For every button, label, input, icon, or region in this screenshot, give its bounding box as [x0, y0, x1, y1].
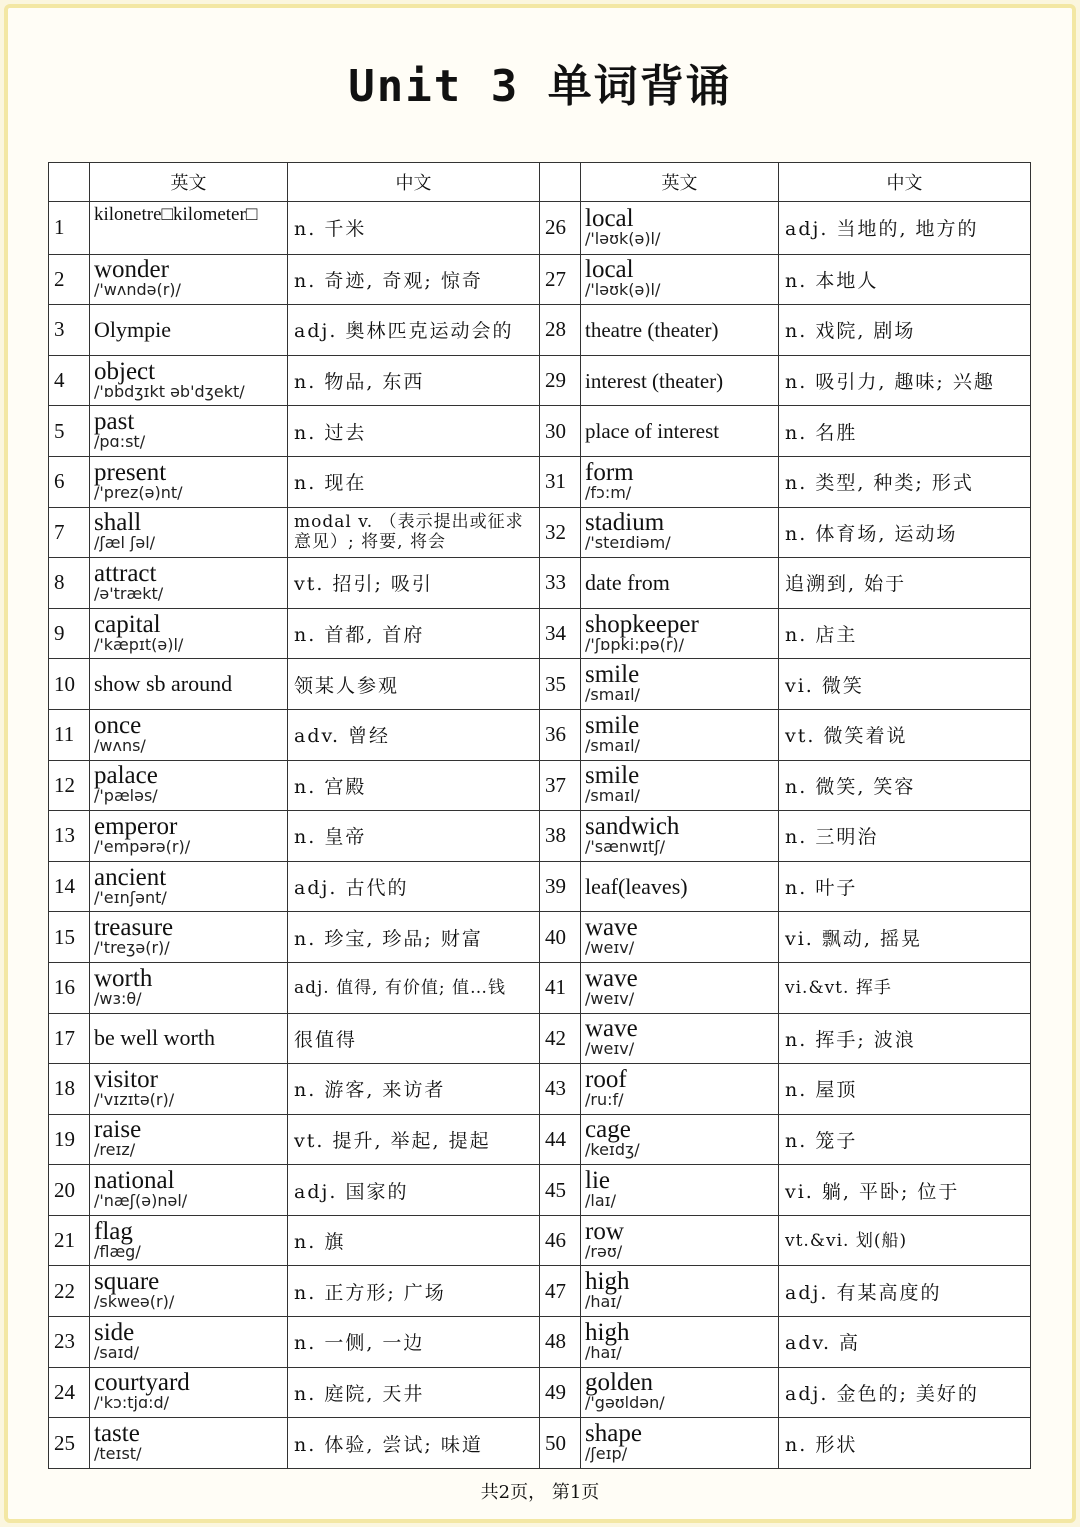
entry-number: 32	[540, 507, 581, 558]
phonetic: /smaɪl/	[585, 735, 640, 755]
phonetic: /smaɪl/	[585, 786, 640, 806]
phonetic: /'wʌndə(r)/	[94, 280, 181, 300]
entry-number: 24	[49, 1367, 90, 1418]
english-word: raise	[94, 1116, 142, 1144]
entry-chinese: n. 现在	[288, 456, 540, 507]
entry-english	[90, 1266, 288, 1317]
entry-english	[581, 406, 779, 457]
english-word: capital	[94, 610, 161, 638]
entry-number: 48	[540, 1317, 581, 1368]
phonetic: /'næʃ(ə)nəl/	[94, 1191, 188, 1211]
entry-english	[581, 608, 779, 659]
entry-number: 29	[540, 355, 581, 406]
entry-number: 43	[540, 1064, 581, 1115]
table-row	[49, 659, 1031, 710]
english-word: lie	[585, 1167, 610, 1195]
table-row	[49, 456, 1031, 507]
entry-english	[90, 202, 288, 255]
entry-chinese: n. 过去	[288, 406, 540, 457]
entry-chinese: vi. 飘动, 摇晃	[779, 912, 1031, 963]
entry-english	[581, 202, 779, 255]
table-row	[49, 608, 1031, 659]
entry-chinese: adj. 当地的, 地方的	[779, 202, 1031, 255]
entry-chinese: adj. 有某高度的	[779, 1266, 1031, 1317]
header-english-left: 英文	[90, 163, 288, 202]
table-row	[49, 1215, 1031, 1266]
entry-number: 26	[540, 202, 581, 255]
table-row	[49, 912, 1031, 963]
phonetic: /'gəʊldən/	[585, 1393, 665, 1413]
entry-chinese: n. 正方形; 广场	[288, 1266, 540, 1317]
phonetic: /ʃeɪp/	[585, 1444, 628, 1464]
entry-english	[90, 912, 288, 963]
entry-number: 35	[540, 659, 581, 710]
table-row	[49, 1165, 1031, 1216]
entry-english	[90, 355, 288, 406]
english-word: worth	[94, 964, 153, 992]
entry-number: 9	[49, 608, 90, 659]
table-row	[49, 202, 1031, 255]
entry-number: 15	[49, 912, 90, 963]
entry-chinese: 领某人参观	[288, 659, 540, 710]
entry-number: 39	[540, 861, 581, 912]
entry-chinese: vt. 招引; 吸引	[288, 558, 540, 609]
english-word: shopkeeper	[585, 610, 699, 638]
english-word: wave	[585, 1015, 638, 1043]
entry-chinese: n. 皇帝	[288, 811, 540, 862]
entry-english	[90, 1114, 288, 1165]
english-word: date from	[585, 569, 670, 595]
english-word: cage	[585, 1116, 631, 1144]
english-word: object	[94, 357, 156, 385]
english-word: smile	[585, 661, 640, 689]
entry-chinese: n. 戏院, 剧场	[779, 305, 1031, 356]
english-word: courtyard	[94, 1369, 190, 1397]
entry-english	[581, 507, 779, 558]
phonetic: /weɪv/	[585, 938, 635, 958]
table-row	[49, 1064, 1031, 1115]
phonetic: /skweə(r)/	[94, 1292, 175, 1312]
entry-number: 11	[49, 709, 90, 760]
phonetic: /smaɪl/	[585, 685, 640, 705]
entry-chinese: adj. 古代的	[288, 861, 540, 912]
entry-english	[581, 1165, 779, 1216]
entry-english	[90, 962, 288, 1013]
entry-chinese: vi. 微笑	[779, 659, 1031, 710]
phonetic: /'empərə(r)/	[94, 836, 191, 856]
english-word: roof	[585, 1065, 627, 1093]
table-row	[49, 558, 1031, 609]
entry-english	[90, 305, 288, 356]
phonetic: /'ləʊk(ə)l/	[585, 280, 661, 300]
english-word: present	[94, 458, 167, 486]
vocabulary-table	[48, 162, 1031, 1469]
phonetic: /wʌns/	[94, 735, 146, 755]
phonetic: /pɑ:st/	[94, 432, 146, 452]
entry-number: 4	[49, 355, 90, 406]
entry-english	[581, 1114, 779, 1165]
entry-number: 22	[49, 1266, 90, 1317]
entry-number: 38	[540, 811, 581, 862]
entry-number: 30	[540, 406, 581, 457]
english-word: shape	[585, 1420, 642, 1448]
entry-chinese: n. 珍宝, 珍品; 财富	[288, 912, 540, 963]
entry-number: 45	[540, 1165, 581, 1216]
entry-number: 50	[540, 1418, 581, 1469]
entry-number: 31	[540, 456, 581, 507]
english-word: local	[585, 204, 634, 232]
entry-chinese: modal v. （表示提出或征求意见）; 将要, 将会	[288, 507, 540, 558]
english-word: high	[585, 1268, 630, 1296]
phonetic: /rəʊ/	[585, 1241, 623, 1261]
entry-english	[90, 254, 288, 305]
entry-chinese: n. 奇迹, 奇观; 惊奇	[288, 254, 540, 305]
entry-english	[90, 456, 288, 507]
english-word: smile	[585, 711, 640, 739]
entry-chinese: adj. 奥林匹克运动会的	[288, 305, 540, 356]
phonetic: /saɪd/	[94, 1342, 140, 1362]
english-word: interest (theater)	[585, 368, 724, 393]
english-word: high	[585, 1318, 630, 1346]
page-title: Unit 3 单词背诵	[348, 61, 732, 112]
phonetic: /haɪ/	[585, 1342, 622, 1362]
entry-number: 33	[540, 558, 581, 609]
phonetic: /'eɪnʃənt/	[94, 887, 167, 907]
english-word: leaf(leaves)	[585, 873, 688, 899]
english-word: smile	[585, 762, 640, 790]
entry-chinese: n. 三明治	[779, 811, 1031, 862]
english-word: local	[585, 256, 634, 284]
english-word: side	[94, 1318, 135, 1346]
entry-english	[581, 1266, 779, 1317]
table-row	[49, 406, 1031, 457]
entry-english	[90, 861, 288, 912]
phonetic: /reɪz/	[94, 1140, 136, 1160]
entry-number: 1	[49, 202, 90, 255]
english-word: visitor	[94, 1065, 158, 1093]
entry-english	[90, 760, 288, 811]
entry-english	[90, 1165, 288, 1216]
entry-number: 27	[540, 254, 581, 305]
phonetic: /weɪv/	[585, 1039, 635, 1059]
table-row	[49, 962, 1031, 1013]
english-word: Olympie	[94, 316, 171, 342]
entry-chinese: n. 一侧, 一边	[288, 1317, 540, 1368]
header-english-right: 英文	[581, 163, 779, 202]
table-row	[49, 254, 1031, 305]
entry-number: 20	[49, 1165, 90, 1216]
entry-english	[581, 709, 779, 760]
entry-chinese: adj. 金色的; 美好的	[779, 1367, 1031, 1418]
phonetic: /wɜ:θ/	[94, 988, 142, 1008]
header-chinese-right: 中文	[779, 163, 1031, 202]
entry-chinese: adj. 国家的	[288, 1165, 540, 1216]
english-word: once	[94, 711, 142, 739]
entry-english	[90, 1064, 288, 1115]
table-row	[49, 1418, 1031, 1469]
table-row	[49, 811, 1031, 862]
phonetic: /'sænwɪtʃ/	[585, 836, 666, 856]
english-word: stadium	[585, 509, 665, 537]
entry-english	[90, 608, 288, 659]
phonetic: /'treʒə(r)/	[94, 938, 170, 958]
english-word: form	[585, 458, 634, 486]
table-row	[49, 709, 1031, 760]
entry-chinese: n. 体育场, 运动场	[779, 507, 1031, 558]
phonetic: /haɪ/	[585, 1292, 622, 1312]
entry-chinese: n. 物品, 东西	[288, 355, 540, 406]
table-row	[49, 1367, 1031, 1418]
english-word: shall	[94, 509, 142, 537]
entry-english	[90, 406, 288, 457]
entry-chinese: n. 名胜	[779, 406, 1031, 457]
table-row	[49, 1266, 1031, 1317]
entry-english	[90, 811, 288, 862]
entry-chinese: adj. 值得, 有价值; 值…钱	[288, 962, 540, 1013]
phonetic: /keɪdʒ/	[585, 1140, 640, 1160]
entry-english	[581, 1215, 779, 1266]
phonetic: /'kæpɪt(ə)l/	[94, 634, 184, 654]
phonetic: /'pæləs/	[94, 786, 158, 806]
header-chinese-left: 中文	[288, 163, 540, 202]
english-word: treasure	[94, 914, 174, 942]
english-word: row	[585, 1217, 624, 1245]
entry-english	[581, 760, 779, 811]
table-row	[49, 1114, 1031, 1165]
english-word: show sb around	[94, 671, 233, 697]
entry-english	[581, 254, 779, 305]
entry-number: 10	[49, 659, 90, 710]
entry-number: 7	[49, 507, 90, 558]
entry-number: 17	[49, 1013, 90, 1064]
english-word: kilonetre□kilometer□	[94, 204, 258, 225]
phonetic: /'vɪzɪtə(r)/	[94, 1089, 175, 1109]
entry-chinese: vt.&vi. 划(船)	[779, 1215, 1031, 1266]
english-word: wave	[585, 914, 638, 942]
phonetic: /ʃæl ʃəl/	[94, 533, 156, 553]
entry-chinese: n. 本地人	[779, 254, 1031, 305]
entry-number: 28	[540, 305, 581, 356]
english-word: past	[94, 408, 135, 436]
phonetic: /'ləʊk(ə)l/	[585, 228, 661, 248]
english-word: wave	[585, 964, 638, 992]
phonetic: /'kɔ:tjɑ:d/	[94, 1393, 170, 1413]
phonetic: /ə'trækt/	[94, 583, 164, 603]
entry-english	[581, 962, 779, 1013]
english-word: taste	[94, 1420, 140, 1448]
table-row	[49, 861, 1031, 912]
entry-english	[581, 355, 779, 406]
entry-chinese: n. 店主	[779, 608, 1031, 659]
entry-chinese: n. 体验, 尝试; 味道	[288, 1418, 540, 1469]
entry-number: 37	[540, 760, 581, 811]
table-row	[49, 1013, 1031, 1064]
entry-number: 36	[540, 709, 581, 760]
english-word: sandwich	[585, 812, 680, 840]
entry-english	[581, 912, 779, 963]
entry-number: 5	[49, 406, 90, 457]
table-row	[49, 760, 1031, 811]
entry-number: 6	[49, 456, 90, 507]
english-word: golden	[585, 1369, 654, 1397]
table-row	[49, 355, 1031, 406]
phonetic: /fɔ:m/	[585, 482, 632, 502]
phonetic: /teɪst/	[94, 1444, 142, 1464]
header-num-right	[540, 163, 581, 202]
entry-english	[90, 1418, 288, 1469]
entry-number: 3	[49, 305, 90, 356]
english-word: wonder	[94, 256, 169, 284]
english-word: theatre (theater)	[585, 317, 719, 342]
entry-number: 23	[49, 1317, 90, 1368]
entry-number: 34	[540, 608, 581, 659]
entry-english	[581, 1013, 779, 1064]
entry-english	[581, 659, 779, 710]
entry-english	[581, 811, 779, 862]
entry-chinese: n. 宫殿	[288, 760, 540, 811]
english-word: attract	[94, 559, 157, 587]
entry-chinese: n. 叶子	[779, 861, 1031, 912]
entry-english	[90, 507, 288, 558]
entry-chinese: n. 类型, 种类; 形式	[779, 456, 1031, 507]
entry-chinese: n. 游客, 来访者	[288, 1064, 540, 1115]
entry-english	[90, 558, 288, 609]
entry-english	[90, 709, 288, 760]
entry-chinese: n. 形状	[779, 1418, 1031, 1469]
entry-english	[90, 1367, 288, 1418]
entry-number: 40	[540, 912, 581, 963]
header-num-left	[49, 163, 90, 202]
entry-english	[90, 1215, 288, 1266]
phonetic: /'ʃɒpki:pə(r)/	[585, 634, 685, 654]
entry-english	[90, 1013, 288, 1064]
phonetic: /flæg/	[94, 1241, 141, 1261]
entry-number: 12	[49, 760, 90, 811]
entry-chinese: n. 微笑, 笑容	[779, 760, 1031, 811]
entry-chinese: vi.&vt. 挥手	[779, 962, 1031, 1013]
entry-english	[581, 1317, 779, 1368]
english-word: emperor	[94, 812, 178, 840]
entry-number: 19	[49, 1114, 90, 1165]
entry-chinese: vt. 微笑着说	[779, 709, 1031, 760]
entry-chinese: vt. 提升, 举起, 提起	[288, 1114, 540, 1165]
entry-english	[581, 1418, 779, 1469]
table-row	[49, 305, 1031, 356]
english-word: place of interest	[585, 419, 720, 444]
english-word: palace	[94, 762, 158, 790]
phonetic: /laɪ/	[585, 1191, 616, 1211]
entry-number: 25	[49, 1418, 90, 1469]
phonetic: /'steɪdiəm/	[585, 533, 671, 553]
entry-english	[581, 861, 779, 912]
entry-number: 14	[49, 861, 90, 912]
table-row	[49, 1317, 1031, 1368]
entry-chinese: 很值得	[288, 1013, 540, 1064]
table-row	[49, 507, 1031, 558]
entry-number: 46	[540, 1215, 581, 1266]
entry-number: 49	[540, 1367, 581, 1418]
entry-chinese: n. 千米	[288, 202, 540, 255]
table-header-row	[49, 163, 1031, 202]
english-word: be well worth	[94, 1025, 215, 1051]
entry-chinese: n. 吸引力, 趣味; 兴趣	[779, 355, 1031, 406]
entry-number: 16	[49, 962, 90, 1013]
entry-english	[581, 305, 779, 356]
entry-chinese: vi. 躺, 平卧; 位于	[779, 1165, 1031, 1216]
entry-number: 41	[540, 962, 581, 1013]
english-word: square	[94, 1268, 160, 1296]
entry-english	[90, 1317, 288, 1368]
phonetic: /'prez(ə)nt/	[94, 482, 183, 502]
entry-chinese: n. 笼子	[779, 1114, 1031, 1165]
entry-number: 44	[540, 1114, 581, 1165]
entry-number: 18	[49, 1064, 90, 1115]
entry-number: 21	[49, 1215, 90, 1266]
entry-chinese: adv. 高	[779, 1317, 1031, 1368]
entry-chinese: adv. 曾经	[288, 709, 540, 760]
entry-chinese: n. 挥手; 波浪	[779, 1013, 1031, 1064]
entry-chinese: n. 旗	[288, 1215, 540, 1266]
phonetic: /'ɒbdʒɪkt əb'dʒekt/	[94, 381, 245, 401]
entry-chinese: 追溯到, 始于	[779, 558, 1031, 609]
english-word: ancient	[94, 863, 167, 891]
entry-english	[581, 558, 779, 609]
entry-chinese: n. 庭院, 天井	[288, 1367, 540, 1418]
entry-number: 2	[49, 254, 90, 305]
entry-chinese: n. 首都, 首府	[288, 608, 540, 659]
page-footer: 共2页， 第1页	[480, 1482, 600, 1503]
entry-chinese: n. 屋顶	[779, 1064, 1031, 1115]
entry-number: 13	[49, 811, 90, 862]
phonetic: /weɪv/	[585, 988, 635, 1008]
entry-english	[90, 659, 288, 710]
phonetic: /ru:f/	[585, 1089, 624, 1109]
entry-english	[581, 1367, 779, 1418]
english-word: flag	[94, 1217, 133, 1245]
entry-number: 8	[49, 558, 90, 609]
entry-english	[581, 456, 779, 507]
english-word: national	[94, 1167, 175, 1195]
entry-number: 47	[540, 1266, 581, 1317]
entry-english	[581, 1064, 779, 1115]
entry-number: 42	[540, 1013, 581, 1064]
